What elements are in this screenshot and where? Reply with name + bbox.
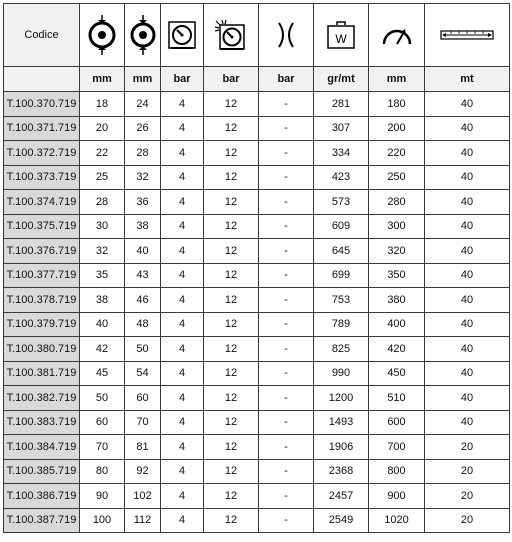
value-cell: 2549 [314, 508, 369, 533]
value-cell: - [259, 435, 314, 460]
vacuum-icon [273, 20, 299, 50]
value-cell: 281 [314, 92, 369, 117]
product-code-cell: T.100.377.719 [4, 263, 80, 288]
hose-specification-table [3, 3, 510, 533]
inner-diameter-header [80, 4, 125, 67]
value-cell: 102 [125, 484, 161, 509]
value-cell: 35 [80, 263, 125, 288]
unit-cell: mm [369, 67, 425, 92]
table-row [4, 141, 510, 166]
value-cell: 40 [425, 214, 510, 239]
code-column-header: Codice [4, 4, 80, 67]
value-cell: 30 [80, 214, 125, 239]
value-cell: 40 [425, 190, 510, 215]
value-cell: - [259, 214, 314, 239]
value-cell: - [259, 459, 314, 484]
value-cell: 60 [125, 386, 161, 411]
value-cell: - [259, 312, 314, 337]
table-row [4, 337, 510, 362]
weight-icon-label: W [335, 32, 347, 46]
value-cell: 573 [314, 190, 369, 215]
value-cell: 320 [369, 239, 425, 264]
value-cell: 4 [161, 361, 204, 386]
value-cell: 20 [80, 116, 125, 141]
value-cell: 40 [425, 288, 510, 313]
length-header [425, 4, 510, 67]
value-cell: 423 [314, 165, 369, 190]
value-cell: 12 [204, 263, 259, 288]
table-row [4, 484, 510, 509]
table-row [4, 239, 510, 264]
product-code-cell: T.100.380.719 [4, 337, 80, 362]
unit-cell: mt [425, 67, 510, 92]
table-row [4, 410, 510, 435]
value-cell: 92 [125, 459, 161, 484]
value-cell: 200 [369, 116, 425, 141]
table-row [4, 190, 510, 215]
value-cell: 20 [425, 484, 510, 509]
value-cell: - [259, 116, 314, 141]
product-code-cell: T.100.371.719 [4, 116, 80, 141]
value-cell: 45 [80, 361, 125, 386]
product-code-cell: T.100.375.719 [4, 214, 80, 239]
table-row [4, 361, 510, 386]
unit-cell: mm [80, 67, 125, 92]
value-cell: 12 [204, 508, 259, 533]
value-cell: 12 [204, 361, 259, 386]
value-cell: 4 [161, 410, 204, 435]
value-cell: 43 [125, 263, 161, 288]
value-cell: 60 [80, 410, 125, 435]
working-pressure-header [161, 4, 204, 67]
value-cell: 22 [80, 141, 125, 166]
value-cell: - [259, 386, 314, 411]
table-row [4, 312, 510, 337]
value-cell: 18 [80, 92, 125, 117]
value-cell: 12 [204, 459, 259, 484]
value-cell: 800 [369, 459, 425, 484]
table-row [4, 116, 510, 141]
value-cell: 25 [80, 165, 125, 190]
value-cell: 1020 [369, 508, 425, 533]
value-cell: 40 [425, 386, 510, 411]
table-row [4, 508, 510, 533]
value-cell: - [259, 288, 314, 313]
table-row [4, 263, 510, 288]
weight-icon [325, 19, 357, 51]
value-cell: 645 [314, 239, 369, 264]
product-code-cell: T.100.374.719 [4, 190, 80, 215]
value-cell: 4 [161, 288, 204, 313]
value-cell: 48 [125, 312, 161, 337]
value-cell: 12 [204, 116, 259, 141]
value-cell: 40 [425, 337, 510, 362]
value-cell: - [259, 239, 314, 264]
value-cell: 4 [161, 116, 204, 141]
value-cell: 220 [369, 141, 425, 166]
product-code-cell: T.100.386.719 [4, 484, 80, 509]
value-cell: 90 [80, 484, 125, 509]
value-cell: 4 [161, 214, 204, 239]
value-cell: 12 [204, 288, 259, 313]
unit-cell: gr/mt [314, 67, 369, 92]
product-code-cell: T.100.372.719 [4, 141, 80, 166]
unit-cell: bar [161, 67, 204, 92]
value-cell: 40 [425, 165, 510, 190]
value-cell: - [259, 263, 314, 288]
value-cell: 36 [125, 190, 161, 215]
value-cell: 4 [161, 312, 204, 337]
value-cell: 112 [125, 508, 161, 533]
value-cell: 350 [369, 263, 425, 288]
value-cell: 2457 [314, 484, 369, 509]
value-cell: 70 [125, 410, 161, 435]
table-row [4, 288, 510, 313]
burst-pressure-gauge-icon [214, 19, 248, 51]
value-cell: - [259, 410, 314, 435]
value-cell: 4 [161, 239, 204, 264]
value-cell: 20 [425, 508, 510, 533]
value-cell: 4 [161, 484, 204, 509]
value-cell: 510 [369, 386, 425, 411]
product-code-cell: T.100.378.719 [4, 288, 80, 313]
value-cell: - [259, 361, 314, 386]
product-code-cell: T.100.373.719 [4, 165, 80, 190]
value-cell: 4 [161, 165, 204, 190]
product-code-cell: T.100.379.719 [4, 312, 80, 337]
value-cell: 753 [314, 288, 369, 313]
value-cell: 12 [204, 312, 259, 337]
value-cell: 12 [204, 165, 259, 190]
value-cell: 40 [425, 92, 510, 117]
value-cell: 32 [125, 165, 161, 190]
table-row [4, 435, 510, 460]
weight-header [314, 4, 369, 67]
value-cell: 20 [425, 459, 510, 484]
value-cell: 420 [369, 337, 425, 362]
value-cell: 1906 [314, 435, 369, 460]
product-code-cell: T.100.385.719 [4, 459, 80, 484]
value-cell: 12 [204, 190, 259, 215]
burst-pressure-header [204, 4, 259, 67]
value-cell: 40 [425, 312, 510, 337]
value-cell: 32 [80, 239, 125, 264]
inner-diameter-icon [87, 15, 117, 55]
product-code-cell: T.100.383.719 [4, 410, 80, 435]
value-cell: 1200 [314, 386, 369, 411]
value-cell: 4 [161, 459, 204, 484]
value-cell: 2368 [314, 459, 369, 484]
unit-cell: bar [204, 67, 259, 92]
value-cell: 789 [314, 312, 369, 337]
icon-header-row [4, 4, 510, 67]
value-cell: 46 [125, 288, 161, 313]
value-cell: - [259, 484, 314, 509]
value-cell: 4 [161, 141, 204, 166]
value-cell: 400 [369, 312, 425, 337]
value-cell: 50 [125, 337, 161, 362]
value-cell: 12 [204, 214, 259, 239]
value-cell: 300 [369, 214, 425, 239]
table-row [4, 165, 510, 190]
value-cell: 12 [204, 239, 259, 264]
value-cell: 40 [425, 361, 510, 386]
unit-cell: mm [125, 67, 161, 92]
value-cell: 12 [204, 484, 259, 509]
value-cell: 990 [314, 361, 369, 386]
value-cell: 40 [80, 312, 125, 337]
value-cell: 38 [80, 288, 125, 313]
vacuum-header [259, 4, 314, 67]
working-pressure-gauge-icon [167, 20, 197, 50]
value-cell: 4 [161, 508, 204, 533]
value-cell: 40 [425, 141, 510, 166]
product-code-cell: T.100.376.719 [4, 239, 80, 264]
value-cell: - [259, 337, 314, 362]
product-code-cell: T.100.382.719 [4, 386, 80, 411]
value-cell: 825 [314, 337, 369, 362]
value-cell: 38 [125, 214, 161, 239]
value-cell: 40 [425, 410, 510, 435]
value-cell: 4 [161, 435, 204, 460]
product-code-cell: T.100.384.719 [4, 435, 80, 460]
bend-radius-header [369, 4, 425, 67]
value-cell: 20 [425, 435, 510, 460]
table-row [4, 214, 510, 239]
table-row [4, 92, 510, 117]
value-cell: 609 [314, 214, 369, 239]
outer-diameter-icon [128, 15, 158, 55]
value-cell: 12 [204, 141, 259, 166]
value-cell: 40 [425, 263, 510, 288]
value-cell: 250 [369, 165, 425, 190]
value-cell: 42 [80, 337, 125, 362]
value-cell: 4 [161, 263, 204, 288]
unit-cell: bar [259, 67, 314, 92]
value-cell: 699 [314, 263, 369, 288]
length-ruler-icon [439, 25, 495, 45]
value-cell: 900 [369, 484, 425, 509]
value-cell: 450 [369, 361, 425, 386]
value-cell: 28 [80, 190, 125, 215]
value-cell: 40 [425, 116, 510, 141]
units-row [4, 67, 510, 92]
value-cell: - [259, 508, 314, 533]
value-cell: 4 [161, 190, 204, 215]
value-cell: 12 [204, 435, 259, 460]
bend-radius-icon [380, 22, 414, 48]
value-cell: 28 [125, 141, 161, 166]
product-code-cell: T.100.387.719 [4, 508, 80, 533]
table-body [4, 4, 510, 533]
value-cell: 12 [204, 337, 259, 362]
value-cell: 12 [204, 410, 259, 435]
value-cell: 280 [369, 190, 425, 215]
value-cell: 80 [80, 459, 125, 484]
value-cell: 4 [161, 92, 204, 117]
value-cell: 54 [125, 361, 161, 386]
value-cell: 12 [204, 386, 259, 411]
value-cell: 700 [369, 435, 425, 460]
value-cell: 4 [161, 386, 204, 411]
value-cell: 24 [125, 92, 161, 117]
value-cell: 307 [314, 116, 369, 141]
value-cell: 1493 [314, 410, 369, 435]
value-cell: - [259, 92, 314, 117]
value-cell: 50 [80, 386, 125, 411]
outer-diameter-header [125, 4, 161, 67]
value-cell: 40 [125, 239, 161, 264]
value-cell: 12 [204, 92, 259, 117]
value-cell: 81 [125, 435, 161, 460]
table-row [4, 459, 510, 484]
value-cell: 26 [125, 116, 161, 141]
value-cell: 600 [369, 410, 425, 435]
table-row [4, 386, 510, 411]
value-cell: - [259, 165, 314, 190]
value-cell: 40 [425, 239, 510, 264]
value-cell: 70 [80, 435, 125, 460]
product-code-cell: T.100.370.719 [4, 92, 80, 117]
value-cell: 334 [314, 141, 369, 166]
value-cell: 100 [80, 508, 125, 533]
units-blank-cell [4, 67, 80, 92]
value-cell: - [259, 141, 314, 166]
value-cell: 4 [161, 337, 204, 362]
value-cell: 380 [369, 288, 425, 313]
value-cell: 180 [369, 92, 425, 117]
product-code-cell: T.100.381.719 [4, 361, 80, 386]
value-cell: - [259, 190, 314, 215]
